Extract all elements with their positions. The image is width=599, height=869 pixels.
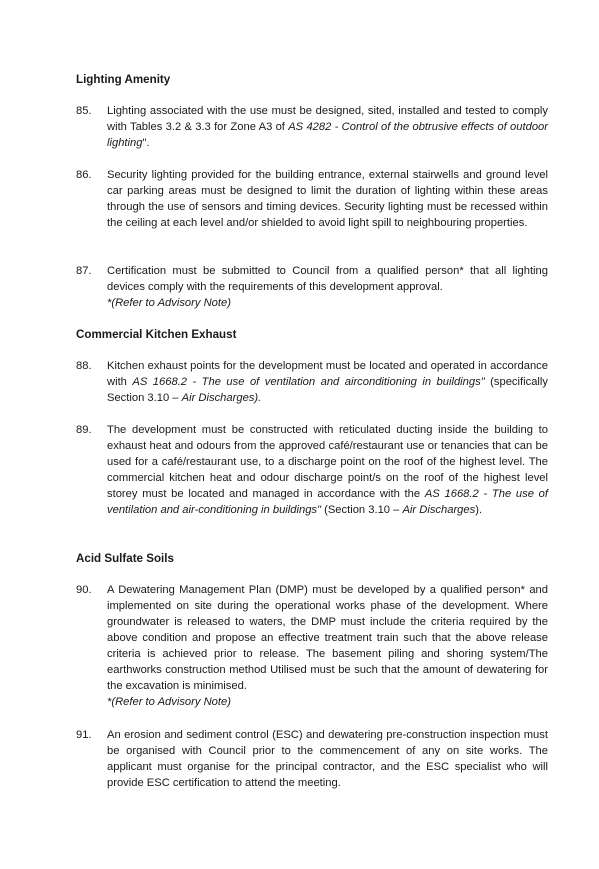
section-heading: Lighting Amenity <box>76 73 171 86</box>
clause-90 <box>76 582 548 710</box>
clause-91 <box>76 727 548 791</box>
clause-text: Lighting associated with the use must be designed, sited, installed and tested to comply with Tables 3.2 & 3.3 for Zone A3 of AS 4282 - Control of the obtrusive effects of outdoor lighting". <box>107 105 548 149</box>
clause-86 <box>76 167 548 247</box>
clause-text: Security lighting provided for the building entrance, external stairwells and ground level car parking areas must be designed to limit the duration of lighting within these areas through the use of sensors and timing devices. Security lighting must be recessed within the ceiling at each level and/or shielded to avoid light spill to neighbouring properties. <box>107 169 548 229</box>
clause-87 <box>76 263 548 311</box>
clause-text: An erosion and sediment control (ESC) and dewatering pre-construction inspection must be organised with Council prior to the commencement of any on site works. The applicant must organise for the principal contractor, and the ESC specialist who will provide ESC certification to attend the meeting. <box>107 729 548 789</box>
clause-text: A Dewatering Management Plan (DMP) must be developed by a qualified person* and implemented on site during the operational works phase of the development. Where groundwater is released to waters, the DMP must include the criteria required by the above condition and propose an effective treatment train such that the above release criteria is achieved prior to release. The basement piling and shoring system/The earthworks construction method Utilised must be such that the amount of dewatering for the excavation is minimised. *(Refer to Advisory Note) <box>107 584 548 708</box>
clause-number: 87. <box>76 265 92 277</box>
clause-number: 91. <box>76 729 92 741</box>
clause-85 <box>76 103 548 151</box>
clause-number: 90. <box>76 584 92 596</box>
clause-88 <box>76 358 548 406</box>
section-heading: Commercial Kitchen Exhaust <box>76 328 237 341</box>
clause-89 <box>76 422 548 534</box>
clause-text: Kitchen exhaust points for the development must be located and operated in accordance with AS 1668.2 - The use of ventilation and airconditioning in buildings" (specifically Section 3.10 – Air Discharges). <box>107 360 548 404</box>
clause-number: 86. <box>76 169 92 181</box>
clause-text: The development must be constructed with reticulated ducting inside the building to exhaust heat and odours from the approved café/restaurant use or tenancies that can be used for a café/restaurant use, to a discharge point on the roof of the highest level. The commercial kitchen heat and odour discharge point/s on the roof of the highest level storey must be located and managed in accordance with the AS 1668.2 - The use of ventilation and air-conditioning in buildings" (Section 3.10 – Air Discharges). <box>107 424 549 516</box>
clause-number: 89. <box>76 424 92 436</box>
advisory-note: *(Refer to Advisory Note) <box>107 696 231 708</box>
clause-text: Certification must be submitted to Council from a qualified person* that all lighting devices comply with the requirements of this development approval. *(Refer to Advisory Note) <box>107 265 548 309</box>
section-heading: Acid Sulfate Soils <box>76 552 174 565</box>
clause-number: 85. <box>76 105 92 117</box>
advisory-note: *(Refer to Advisory Note) <box>107 297 231 309</box>
clause-number: 88. <box>76 360 92 372</box>
